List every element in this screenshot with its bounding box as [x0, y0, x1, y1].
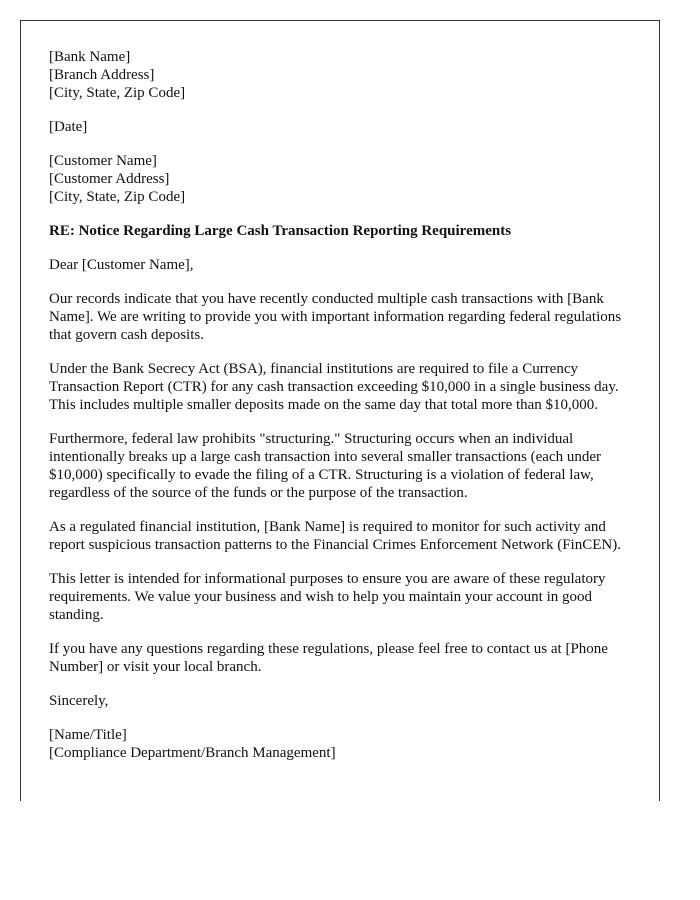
recipient-name: [Customer Name]: [49, 153, 157, 169]
paragraph-bsa-ctr: Under the Bank Secrecy Act (BSA), financial institutions are required to file a Currency Transaction Report (CTR) for any cash transaction exceeding $10,000 in a single business day. This includes multiple smaller deposits made on the same day that total more than $10,000.: [49, 361, 619, 413]
paragraph-fincen: As a regulated financial institution, [Bank Name] is required to monitor for such activity and report suspicious transaction patterns to the Financial Crimes Enforcement Network (FinCEN).: [49, 519, 621, 553]
sender-address-block: [49, 48, 639, 102]
letter-page: [20, 20, 660, 801]
signature-name-title: [Name/Title]: [49, 727, 127, 743]
sender-city-state-zip: [City, State, Zip Code]: [49, 85, 186, 101]
paragraph-structuring: Furthermore, federal law prohibits "structuring." Structuring occurs when an individual intentionally breaks up a large cash transaction into several smaller transactions (each under $10,000) specifically to evade the filing of a CTR. Structuring is a violation of federal law, regardless of the source of the funds or the purpose of the transaction.: [49, 431, 602, 501]
letter-date: [Date]: [49, 119, 88, 135]
recipient-address-block: [49, 152, 639, 206]
recipient-city-state-zip: [City, State, Zip Code]: [49, 189, 186, 205]
paragraph-informational: This letter is intended for informational purposes to ensure you are aware of these regulatory requirements. We value your business and wish to help you maintain your account in good standing.: [49, 571, 606, 623]
paragraph-contact: If you have any questions regarding these regulations, please feel free to contact us at [Phone Number] or visit your local branch.: [49, 641, 608, 675]
recipient-address: [Customer Address]: [49, 171, 170, 187]
closing: Sincerely,: [49, 693, 109, 709]
paragraph-intro: Our records indicate that you have recently conducted multiple cash transactions with [Bank Name]. We are writing to provide you with important information regarding federal regulations that govern cash deposits.: [49, 291, 622, 343]
signature-department: [Compliance Department/Branch Management]: [49, 745, 336, 761]
letter-body: [49, 48, 639, 778]
sender-bank-name: [Bank Name]: [49, 49, 131, 65]
sender-branch-address: [Branch Address]: [49, 67, 155, 83]
date-block: [49, 118, 639, 136]
subject-line: RE: Notice Regarding Large Cash Transaction Reporting Requirements: [49, 223, 512, 239]
salutation: Dear [Customer Name],: [49, 257, 194, 273]
signature-block: [49, 726, 639, 762]
